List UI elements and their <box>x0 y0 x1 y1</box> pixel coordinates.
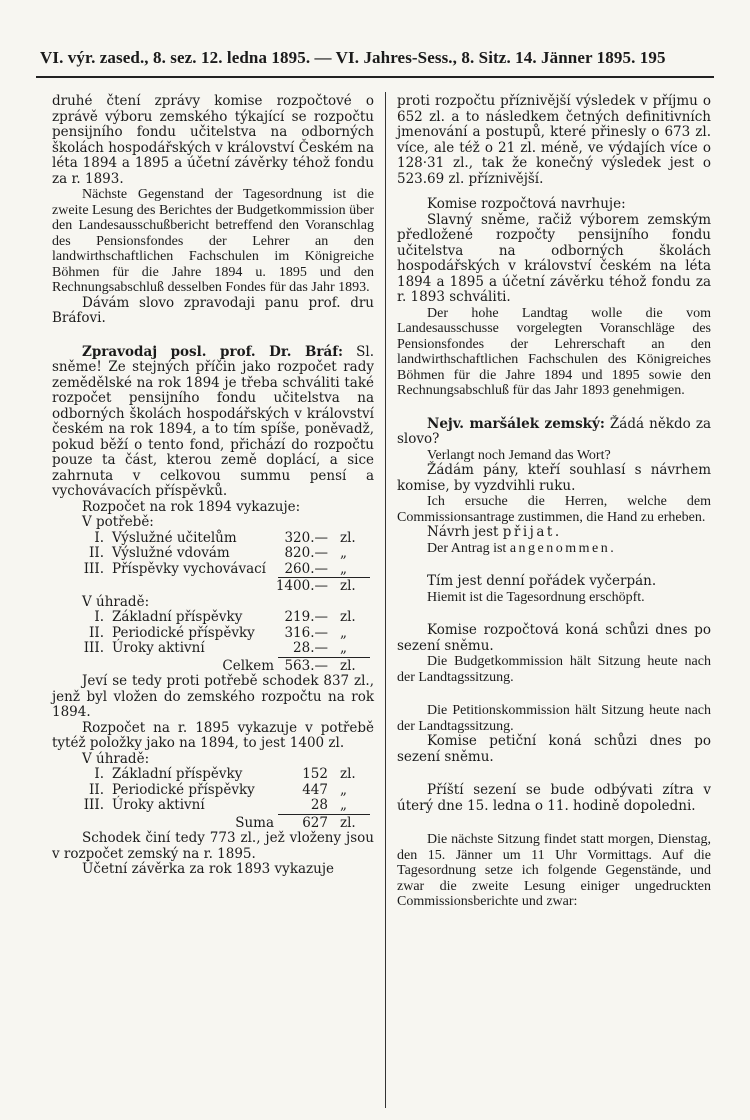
total-unit: zl. <box>340 578 356 594</box>
paragraph-german: Der hohe Landtag wolle die vom Landesausschusse vorgelegten Voranschläge des Pensionsfondes der Lehrerschaft an den landwirthschaftlichen Fachschulen des Königreiches Böhmen für die Jahre 1894 und 1895 sowie den Rechnungsabschluß für das Jahr 1893 genehmigen. <box>397 305 711 398</box>
total-unit: zl. <box>340 814 356 831</box>
row-number: III. <box>83 640 104 656</box>
row-number: II. <box>89 781 104 798</box>
table-total <box>52 579 374 595</box>
speaker-name: Nejv. maršálek zemský: <box>427 415 605 432</box>
paragraph-german: Verlangt noch Jemand das Wort? <box>427 447 611 463</box>
table-potrebe-1894 <box>52 531 374 595</box>
row-amount: 447 <box>302 781 328 798</box>
table-total <box>52 816 374 832</box>
row-number: III. <box>83 797 104 813</box>
paragraph: Rozpočet na r. 1895 vykazuje v potřebě tytéž položky jako na 1894, to jest 1400 zl. <box>52 719 374 751</box>
page-header: VI. výr. zased., 8. sez. 12. ledna 1895. — VI. Jahres-Sess., 8. Sitz. 14. Jänner 1895. 195 <box>40 48 666 67</box>
row-label: Příspěvky vychovávací <box>112 560 267 577</box>
table-row <box>52 783 374 799</box>
paragraph-speaker <box>52 345 374 500</box>
paragraph: Komise rozpočtová koná schůzi dnes po sezení sněmu. <box>397 622 711 654</box>
paragraph: Komise rozpočtová navrhuje: <box>427 196 626 212</box>
paragraph: proti rozpočtu příznivější výsledek v příjmu o 652 zl. a to následkem četných definitivních jmenování a postupů, které přinesly o 673 zl. více, ale též o 21 zl. méně, ve výdajích více o 128·31 zl., tak že konečný výsledek jest o 523.69 zl. příznivější. <box>397 93 711 187</box>
row-unit: „ <box>340 560 347 577</box>
row-label: Periodické příspěvky <box>112 781 255 798</box>
total-unit: zl. <box>340 657 356 674</box>
paragraph: Dávám slovo zpravodaji panu prof. dru Bráfovi. <box>52 294 374 326</box>
paragraph-speaker <box>397 417 711 448</box>
row-amount: 316.— <box>284 624 328 641</box>
table-row <box>52 531 374 547</box>
paragraph-german: Ich ersuche die Herren, welche dem Commissionsantrage zustimmen, die Hand zu erheben. <box>397 494 711 525</box>
paragraph: Účetní závěrka za rok 1893 vykazuje <box>82 861 335 877</box>
row-label: Úroky aktivní <box>112 640 205 656</box>
speech-text: Žádá někdo za slovo? <box>397 415 711 447</box>
row-amount: 260.— <box>284 560 328 577</box>
paragraph: Tím jest denní pořádek vyčerpán. <box>427 573 657 589</box>
row-amount: 152 <box>302 766 328 782</box>
vote-result: přijat. <box>502 524 562 540</box>
row-number: II. <box>89 545 104 561</box>
column-divider <box>385 92 386 1108</box>
paragraph-german: Hiemit ist die Tagesordnung erschöpft. <box>427 589 645 605</box>
row-label: Základní příspěvky <box>112 609 243 625</box>
paragraph: Příští sezení se bude odbývati zítra v úterý dne 15. ledna o 11. hodině dopoledni. <box>397 782 711 814</box>
row-unit: „ <box>340 781 347 798</box>
total-amount: 563.— <box>284 657 328 674</box>
paragraph-german: Die Petitionskommission hält Sitzung heute nach der Landtagssitzung. <box>397 703 711 734</box>
paragraph: Slavný sněme, račiž výborem zemským předložené rozpočty pensijního fondu učitelstva na odborných školách hospodářských v království českém na léta 1894 a 1895 a účetní závěrku téhož fondu za r. 1893 schváliti. <box>397 211 711 305</box>
table-row <box>52 641 374 657</box>
row-unit: „ <box>340 640 347 656</box>
row-label: Základní příspěvky <box>112 766 243 782</box>
row-label: Výslužné vdovám <box>112 545 230 561</box>
table-row <box>52 546 374 562</box>
paragraph-german: Nächste Gegenstand der Tagesordnung ist die zweite Lesung des Berichtes der Budgetkommission über den Landesausschußbericht betreffend den Voranschlag des Pensionsfondes der Lehrer an den landwirthschaftlichen Fachschulen im Königreiche Böhmen für die Jahre 1894 u. 1895 und den Rechnungsabschluß desselben Fondes für das Jahr 1893. <box>52 187 374 295</box>
paragraph <box>397 525 711 541</box>
row-unit: zl. <box>340 766 356 782</box>
paragraph-german: Die nächste Sitzung findet statt morgen, Dienstag, den 15. Jänner um 11 Uhr Vormittags. Auf die Tagesordnung setze ich folgende Gegenstände, und zwar die zweite Lesung einiger ungedruckten Commissionsberichte und zwar: <box>397 832 711 909</box>
paragraph-german: Die Budgetkommission hält Sitzung heute nach der Landtagssitzung. <box>397 654 711 685</box>
paragraph: Žádám pány, kteří souhlasí s návrhem komise, by vyzdvihli ruku. <box>397 462 711 494</box>
total-amount: 627 <box>302 814 328 831</box>
row-number: I. <box>94 529 104 546</box>
row-amount: 320.— <box>284 529 328 546</box>
row-unit: „ <box>340 797 347 813</box>
total-label: Celkem <box>222 657 274 674</box>
table-uhrade-1895 <box>52 767 374 831</box>
row-label: Výslužné učitelům <box>112 529 237 546</box>
row-number: I. <box>94 609 104 625</box>
right-column <box>397 94 711 910</box>
table-row <box>52 767 374 783</box>
row-unit: „ <box>340 545 347 561</box>
row-unit: „ <box>340 624 347 641</box>
table-row <box>52 798 374 814</box>
speech-text: Sl. sněme! Ze stejných příčin jako rozpočet rady zemědělské na rok 1894 je třeba schváliti také rozpočet pensijního fondu učitelstva na odborných školách hospodářských v království českém na rok 1894, a to tím spíše, poněvadž, pokud běží o tento fond, přichází do rozpočtu pouze ta část, kterou země doplácí, a sice zahrnuta v celkovou summu pensí a vychovávacích příspěvků. <box>52 343 374 499</box>
paragraph: Schodek činí tedy 773 zl., jež vloženy jsou v rozpočet zemský na r. 1895. <box>52 830 374 862</box>
header-rule <box>36 76 714 78</box>
paragraph: Rozpočet na rok 1894 vykazuje: <box>82 498 301 515</box>
table-row <box>52 562 374 578</box>
table-label: V potřebě: <box>82 514 154 530</box>
table-row <box>52 610 374 626</box>
row-amount: 28.— <box>293 640 328 656</box>
table-total <box>52 659 374 675</box>
paragraph: druhé čtení zprávy komise rozpočtové o zprávě výboru zemského týkající se rozpočtu pensijního fondu učitelstva na odborných školách hospodářských v království Českém na léta 1894 a 1895 a účetní závěrky téhož fondu za r. 1893. <box>52 93 374 187</box>
paragraph: Komise petiční koná schůzi dnes po sezení sněmu. <box>397 733 711 765</box>
table-label: V úhradě: <box>82 750 150 767</box>
row-amount: 219.— <box>284 609 328 625</box>
speaker-name: Zpravodaj posl. prof. Dr. Bráf: <box>82 343 344 360</box>
row-number: II. <box>89 624 104 641</box>
vote-result: angenommen. <box>509 540 617 556</box>
row-amount: 28 <box>310 797 328 813</box>
total-label: Suma <box>235 814 274 831</box>
row-unit: zl. <box>340 609 356 625</box>
left-column <box>52 94 374 878</box>
paragraph-german <box>397 541 711 557</box>
row-label: Úroky aktivní <box>112 797 205 813</box>
row-number: I. <box>94 766 104 782</box>
vote-text: Návrh jest <box>427 524 503 540</box>
row-amount: 820.— <box>284 545 328 561</box>
row-unit: zl. <box>340 529 356 546</box>
row-label: Periodické příspěvky <box>112 624 255 641</box>
total-amount: 1400.— <box>275 578 328 594</box>
table-row <box>52 626 374 642</box>
table-label: V úhradě: <box>82 593 150 610</box>
table-uhrade-1894 <box>52 610 374 674</box>
row-number: III. <box>83 560 104 577</box>
vote-text: Der Antrag ist <box>427 540 510 556</box>
paragraph: Jeví se tedy proti potřebě schodek 837 zl., jenž byl vložen do zemského rozpočtu na rok 1894. <box>52 673 374 720</box>
